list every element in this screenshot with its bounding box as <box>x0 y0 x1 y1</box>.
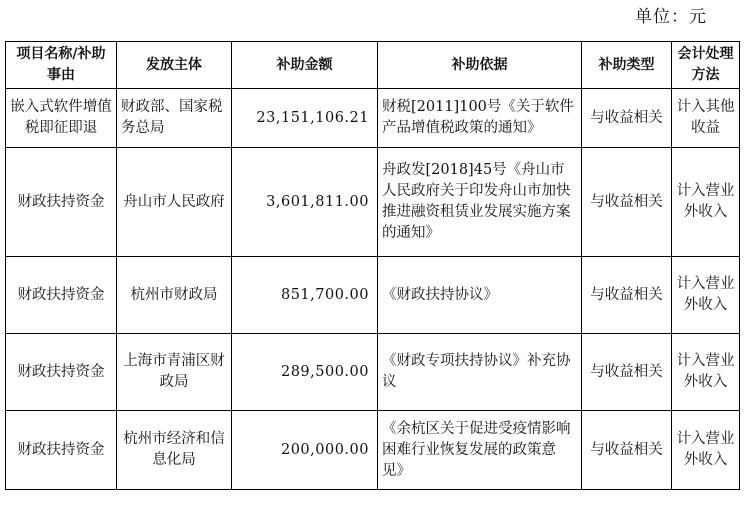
table-row <box>6 257 740 334</box>
cell-basis: 财税[2011]100号《关于软件产品增值税政策的通知》 <box>378 89 582 148</box>
cell-amount: 23,151,106.21 <box>232 89 378 148</box>
cell-type: 与收益相关 <box>582 411 672 490</box>
table-row <box>6 411 740 490</box>
header-basis: 补助依据 <box>378 42 582 89</box>
cell-type: 与收益相关 <box>582 334 672 411</box>
table-row <box>6 334 740 411</box>
table-row <box>6 148 740 257</box>
cell-item: 财政扶持资金 <box>6 257 117 334</box>
cell-issuer: 舟山市人民政府 <box>117 148 232 257</box>
cell-basis: 《财政专项扶持协议》补充协议 <box>378 334 582 411</box>
cell-type: 与收益相关 <box>582 89 672 148</box>
cell-accounting: 计入营业外收入 <box>672 334 740 411</box>
cell-type: 与收益相关 <box>582 257 672 334</box>
cell-amount: 3,601,811.00 <box>232 148 378 257</box>
unit-label: 单位：元 <box>635 7 707 27</box>
cell-issuer: 杭州市财政局 <box>117 257 232 334</box>
cell-amount: 289,500.00 <box>232 334 378 411</box>
cell-item: 财政扶持资金 <box>6 334 117 411</box>
cell-amount: 851,700.00 <box>232 257 378 334</box>
cell-issuer: 上海市青浦区财政局 <box>117 334 232 411</box>
cell-accounting: 计入营业外收入 <box>672 148 740 257</box>
subsidy-table <box>5 41 740 490</box>
header-amount: 补助金额 <box>232 42 378 89</box>
header-accounting: 会计处理方法 <box>672 42 740 89</box>
cell-accounting: 计入其他收益 <box>672 89 740 148</box>
cell-amount: 200,000.00 <box>232 411 378 490</box>
table-header-row <box>6 42 740 89</box>
cell-basis: 《财政扶持协议》 <box>378 257 582 334</box>
table-row <box>6 89 740 148</box>
header-type: 补助类型 <box>582 42 672 89</box>
header-issuer: 发放主体 <box>117 42 232 89</box>
cell-accounting: 计入营业外收入 <box>672 257 740 334</box>
cell-basis: 《余杭区关于促进受疫情影响困难行业恢复发展的政策意见》 <box>378 411 582 490</box>
cell-basis: 舟政发[2018]45号《舟山市人民政府关于印发舟山市加快推进融资租赁业发展实施方案的通知》 <box>378 148 582 257</box>
cell-item: 嵌入式软件增值税即征即退 <box>6 89 117 148</box>
cell-issuer: 杭州市经济和信息化局 <box>117 411 232 490</box>
cell-issuer: 财政部、国家税务总局 <box>117 89 232 148</box>
cell-accounting: 计入营业外收入 <box>672 411 740 490</box>
cell-type: 与收益相关 <box>582 148 672 257</box>
cell-item: 财政扶持资金 <box>6 411 117 490</box>
cell-item: 财政扶持资金 <box>6 148 117 257</box>
header-item: 项目名称/补助事由 <box>6 42 117 89</box>
